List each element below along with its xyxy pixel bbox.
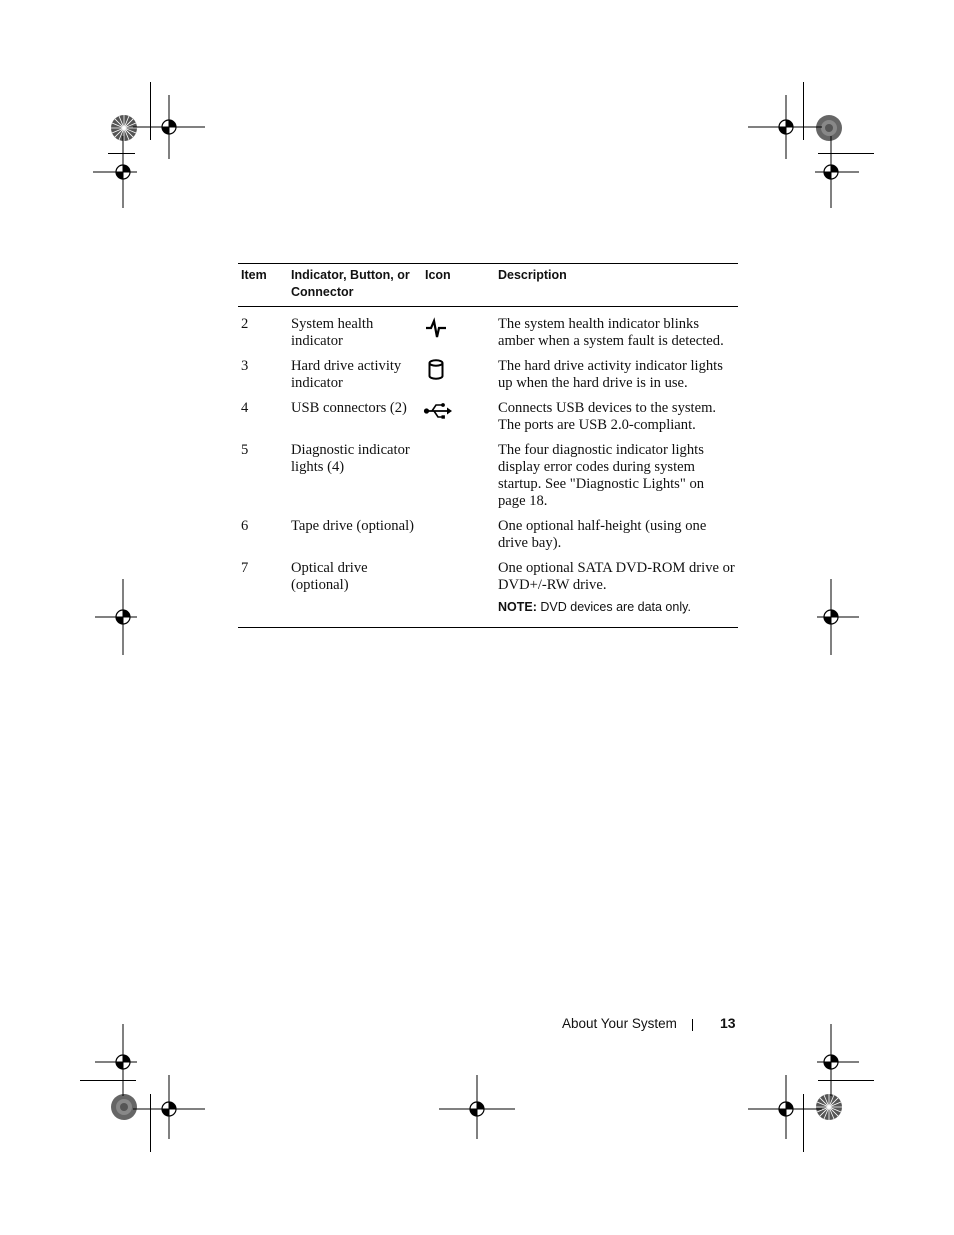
crosshair-mark-icon [131,1071,207,1147]
hard-drive-icon [427,358,449,382]
item-number: 5 [241,442,249,458]
table-row [238,439,738,515]
description: The hard drive activity indicator lights up when the hard drive is in use. [498,358,723,391]
indicator-name: Hard drive activity indicator [291,358,402,391]
header-description: Description [495,264,738,307]
header-indicator: Indicator, Button, or Connector [288,264,422,307]
description: The four diagnostic indicator lights display error codes during system startup. See "Diagnostic Lights" on page 18. [498,442,705,509]
crosshair-mark-icon [85,134,161,210]
system-health-icon [425,316,447,340]
description: The system health indicator blinks amber when a system fault is detected. [498,316,724,349]
table-row [238,515,738,557]
description: One optional half-height (using one drive bay). [498,518,707,551]
note-text: DVD devices are data only. [540,600,691,614]
usb-icon [423,400,453,422]
table-row [238,355,738,397]
footer-separator [692,1019,693,1031]
crosshair-mark-icon [793,579,869,655]
crosshair-mark-icon [793,134,869,210]
item-number: 6 [241,518,249,534]
table-header-row [238,264,738,307]
header-item: Item [238,264,288,307]
item-number: 4 [241,400,249,416]
description: Connects USB devices to the system. The ports are USB 2.0-compliant. [498,400,717,433]
table-row [238,557,738,628]
table-row [238,307,738,356]
indicator-name: USB connectors (2) [291,400,407,416]
note [498,599,735,616]
description: One optional SATA DVD-ROM drive or DVD+/-RW drive. [498,560,735,593]
item-number: 3 [241,358,249,374]
indicator-name: System health indicator [291,316,374,349]
indicator-name: Diagnostic indicator lights (4) [291,442,410,475]
indicator-name: Optical drive (optional) [288,557,422,628]
crosshair-mark-icon [748,1071,824,1147]
item-number: 2 [241,316,249,332]
header-icon: Icon [422,264,495,307]
crosshair-mark-icon [85,579,161,655]
front-panel-features-table [238,263,738,628]
indicator-name: Tape drive (optional) [291,518,414,534]
table-row [238,397,738,439]
page-number: 13 [720,1015,736,1031]
item-number: 7 [238,557,288,628]
crosshair-mark-icon [439,1071,515,1147]
footer-section-title: About Your System [562,1016,677,1031]
note-label: NOTE: [498,600,537,614]
